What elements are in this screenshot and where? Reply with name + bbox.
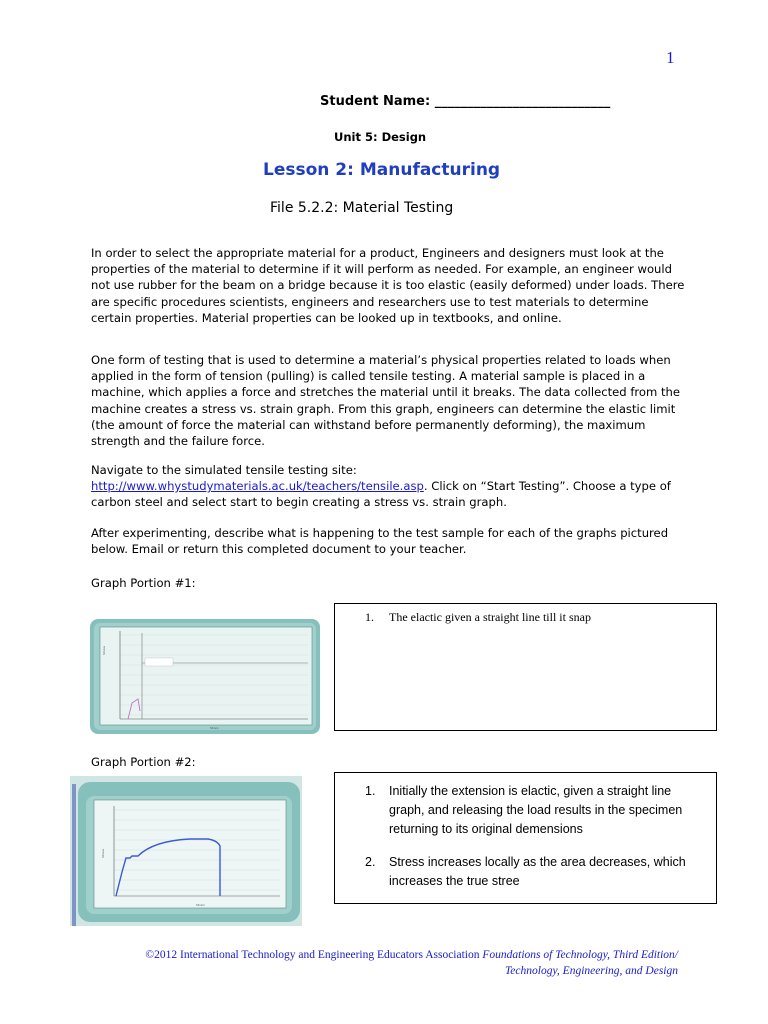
lesson-title: Lesson 2: Manufacturing	[263, 160, 501, 180]
file-title: File 5.2.2: Material Testing	[270, 200, 454, 216]
page-number: 1	[666, 48, 675, 67]
tensile-paragraph: One form of testing that is used to determine a material’s physical properties related to loads when applied in the form of tension (pulling) is called tensile testing. A material sample is placed in a machine, which applies a force and stretches the material until it breaks. The data collected from the machine creates a stress vs. strain graph. From this graph, engineers can determine the elastic limit (the amount of force the material can withstand before permanently deforming), the maximum strength and the failure force.	[91, 353, 681, 449]
navigate-rest: . Click on “Start Testing”. Choose a type of carbon steel and select start to begin creating a stress vs. strain graph.	[91, 479, 671, 510]
svg-text:Strain: Strain	[210, 726, 219, 730]
graph1-label: Graph Portion #1:	[91, 576, 196, 590]
footer-org: ©2012 International Technology and Engineering Educators Association	[145, 949, 483, 961]
intro-paragraph: In order to select the appropriate material for a product, Engineers and designers must look at the properties of the material to determine if it will perform as needed. For example, an engineer would not use rubber for the beam on a bridge because it is too elastic (easily deformed) under loads. There are specific procedures scientists, engineers and researchers use to test materials to determine certain properties. Material properties can be looked up in textbooks, and online.	[91, 246, 685, 325]
graph2-answer-number: 2.	[365, 855, 376, 869]
footer-book: Foundations of Technology, Third Edition/	[482, 949, 678, 961]
svg-text:Stress: Stress	[102, 645, 106, 655]
graph1-image	[90, 619, 320, 734]
graph2-answer-text: Stress increases locally as the area decreases, which increases the true stree	[389, 855, 686, 888]
graph2-answer-text: Initially the extension is elactic, given a straight line graph, and releasing the load results in the specimen returning to its original demensions	[389, 784, 683, 836]
student-name-field: Student Name: ___________________________	[320, 94, 611, 109]
graph2-label: Graph Portion #2:	[91, 755, 196, 769]
graph2-image	[70, 776, 302, 926]
unit-heading: Unit 5: Design	[334, 130, 427, 144]
footer-book-subtitle: Technology, Engineering, and Design	[504, 964, 678, 977]
svg-text:Strain: Strain	[196, 903, 205, 907]
svg-text:Stress: Stress	[101, 848, 105, 858]
graph1-answer-text: The elactic given a straight line till it snap	[389, 610, 591, 624]
graph1-answer-number: 1.	[365, 610, 374, 624]
graph1-answer-box[interactable]	[334, 603, 717, 731]
navigate-intro: Navigate to the simulated tensile testing site:	[91, 463, 357, 477]
tensile-site-link[interactable]: http://www.whystudymaterials.ac.uk/teachers/tensile.asp	[91, 479, 424, 494]
instructions-paragraph: After experimenting, describe what is happening to the test sample for each of the graphs pictured below. Email or return this completed document to your teacher.	[91, 526, 669, 557]
graph2-answer-box[interactable]	[334, 772, 717, 904]
page-footer	[80, 948, 678, 979]
graph2-answer-number: 1.	[365, 784, 376, 798]
navigate-paragraph	[91, 462, 691, 511]
